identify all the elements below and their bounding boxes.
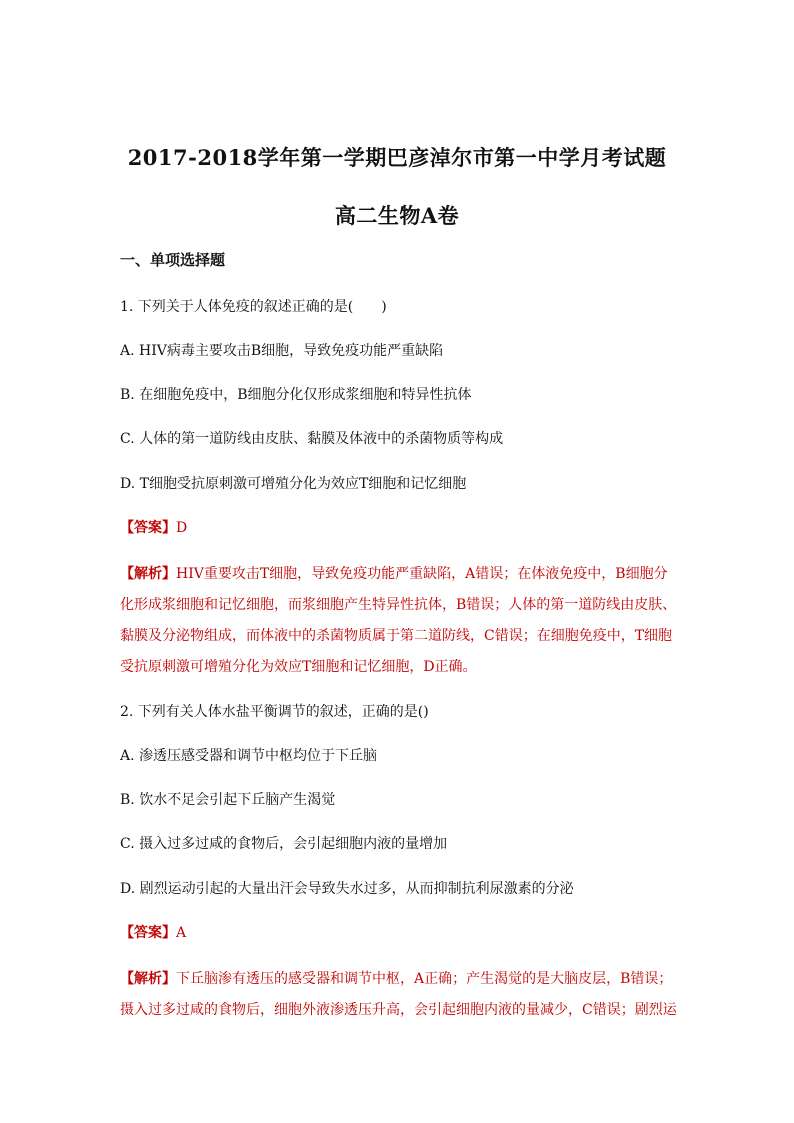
question-1-analysis-line	[120, 563, 680, 583]
page-subtitle: 高二生物A卷	[334, 203, 460, 228]
question-1-option-c: C. 人体的第一道防线由皮肤、黏膜及体液中的杀菌物质等构成	[120, 431, 504, 447]
answer-value: D	[176, 520, 188, 536]
question-2-stem: 2. 下列有关人体水盐平衡调节的叙述，正确的是()	[120, 704, 429, 720]
section-heading: 一、单项选择题	[120, 251, 226, 269]
question-2-answer	[120, 922, 680, 942]
answer-value: A	[176, 925, 187, 941]
page-title: 2017-2018学年第一学期巴彦淖尔市第一中学月考试题	[127, 145, 667, 170]
analysis-tag: 【解析】	[120, 971, 176, 987]
question-1-option-b: B. 在细胞免疫中，B细胞分化仅形成浆细胞和特异性抗体	[120, 387, 472, 403]
question-1-option-d: D. T细胞受抗原刺激可增殖分化为效应T细胞和记忆细胞	[120, 476, 467, 492]
question-2-option-a: A. 渗透压感受器和调节中枢均位于下丘脑	[120, 748, 378, 764]
question-1-analysis-line: 化形成浆细胞和记忆细胞，而浆细胞产生特异性抗体，B错误；人体的第一道防线由皮肤、	[120, 597, 677, 613]
analysis-text: HIV重要攻击T细胞，导致免疫功能严重缺陷，A错误；在体液免疫中，B细胞分	[176, 566, 668, 582]
question-2-option-b: B. 饮水不足会引起下丘脑产生渴觉	[120, 792, 336, 808]
question-2-analysis-line	[120, 968, 680, 988]
question-2-option-c: C. 摄入过多过咸的食物后，会引起细胞内液的量增加	[120, 836, 448, 852]
analysis-tag: 【解析】	[120, 566, 176, 582]
question-1-analysis-line: 黏膜及分泌物组成，而体液中的杀菌物质属于第二道防线，C错误；在细胞免疫中，T细胞	[120, 628, 673, 644]
answer-tag: 【答案】	[120, 925, 176, 941]
question-1-analysis-line: 受抗原刺激可增殖分化为效应T细胞和记忆细胞，D正确。	[120, 659, 477, 675]
answer-tag: 【答案】	[120, 520, 176, 536]
question-2-option-d: D. 剧烈运动引起的大量出汗会导致失水过多，从而抑制抗利尿激素的分泌	[120, 881, 574, 897]
question-1-answer	[120, 517, 680, 537]
question-2-analysis-line: 摄入过多过咸的食物后，细胞外液渗透压升高，会引起细胞内液的量减少，C错误；剧烈运	[120, 1002, 677, 1018]
question-1-option-a: A. HIV病毒主要攻击B细胞，导致免疫功能严重缺陷	[120, 343, 444, 359]
analysis-text: 下丘脑渗有透压的感受器和调节中枢，A正确；产生渴觉的是大脑皮层，B错误；	[176, 971, 673, 987]
question-1-stem: 1. 下列关于人体免疫的叙述正确的是( )	[120, 299, 387, 315]
